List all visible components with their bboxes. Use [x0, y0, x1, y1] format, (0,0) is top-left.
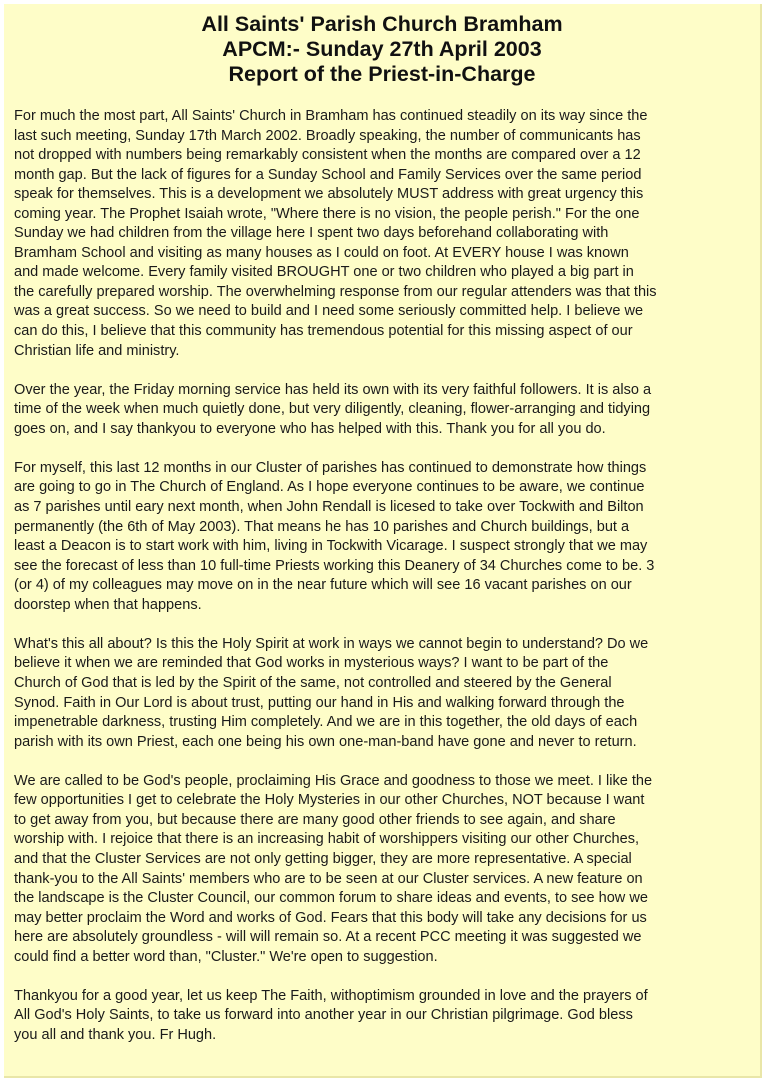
paragraph-line: goes on, and I say thankyou to everyone who has helped with this. Thank you for all you do. [14, 420, 606, 437]
paragraph-line: Bramham School and visiting as many houses as I could on foot. At EVERY house I was known [14, 244, 629, 261]
paragraph-line: Over the year, the Friday morning service has held its own with its very faithful followers. It is also a [14, 381, 652, 398]
paragraph-line: parish with its own Priest, each one being his own one-man-band have gone and never to return. [14, 733, 637, 750]
paragraph-line: Thankyou for a good year, let us keep The Faith, withoptimism grounded in love and the prayers of [14, 987, 648, 1004]
paragraph-line: could find a better word than, "Cluster." We're open to suggestion. [14, 948, 438, 965]
document-page [4, 4, 762, 1078]
paragraph-line: you all and thank you. Fr Hugh. [14, 1026, 217, 1043]
paragraph-line: impenetrable darkness, trusting Him completely. And we are in this together, the old days of each [14, 714, 638, 731]
paragraph-line: We are called to be God's people, proclaiming His Grace and goodness to those we meet. I like the [14, 772, 653, 789]
paragraph-line: permanently (the 6th of May 2003). That means he has 10 parishes and Church buildings, but a [14, 518, 630, 535]
document-title [4, 12, 760, 87]
paragraph-line: Synod. Faith in Our Lord is about trust, putting our hand in His and walking forward through the [14, 694, 625, 711]
paragraph-line: month gap. But the lack of figures for a Sunday School and Family Services over the same period [14, 166, 642, 183]
paragraph-line: least a Deacon is to start work with him, living in Tockwith Vicarage. I suspect strongly that we may [14, 538, 648, 555]
paragraph-line: What's this all about? Is this the Holy Spirit at work in ways we cannot begin to understand? Do we [14, 635, 649, 652]
paragraph-line: All God's Holy Saints, to take us forward into another year in our Christian pilgrimage. God bless [14, 1007, 633, 1024]
paragraph-line: here are absolutely groundless - will will remain so. At a recent PCC meeting it was suggested we [14, 929, 642, 946]
paragraph-line: coming year. The Prophet Isaiah wrote, "Where there is no vision, the people perish." For the one [14, 205, 640, 222]
paragraph-line: last such meeting, Sunday 17th March 2002. Broadly speaking, the number of communicants has [14, 127, 641, 144]
paragraph-line: and made welcome. Every family visited BROUGHT one or two children who played a big part in [14, 264, 634, 281]
paragraph-line: the carefully prepared worship. The overwhelming response from our regular attenders was that this [14, 283, 657, 300]
paragraph-3 [14, 459, 759, 615]
paragraph-line: believe it when we are reminded that God works in mysterious ways? I want to be part of the [14, 655, 609, 672]
paragraph-4 [14, 635, 759, 752]
paragraph-line: can do this, I believe that this community has tremendous potential for this missing aspect of our [14, 323, 633, 340]
paragraph-line: to get away from you, but because there are many good other friends to see again, and share [14, 811, 616, 828]
report-body [14, 107, 759, 1065]
paragraph-line: Church of God that is led by the Spirit of the same, not controlled and steered by the General [14, 675, 612, 691]
paragraph-line: For much the most part, All Saints' Church in Bramham has continued steadily on its way since the [14, 108, 648, 124]
paragraph-line: few opportunities I get to celebrate the Holy Mysteries in our other Churches, NOT because I want [14, 792, 645, 809]
paragraph-line: the landscape is the Cluster Council, our common forum to share ideas and events, to see how we [14, 890, 648, 907]
paragraph-line: and that the Cluster Services are not only getting bigger, they are more representative. A special [14, 850, 632, 867]
title-line-2: APCM:- Sunday 27th April 2003 [222, 37, 542, 61]
paragraph-6 [14, 987, 759, 1046]
paragraph-line: time of the week when much quietly done, but very diligently, cleaning, flower-arranging and tidying [14, 401, 651, 418]
paragraph-line: worship with. I rejoice that there is an increasing habit of worshippers visiting our other Churches, [14, 831, 640, 848]
paragraph-line: For myself, this last 12 months in our Cluster of parishes has continued to demonstrate how things [14, 459, 647, 476]
paragraph-1 [14, 107, 759, 361]
paragraph-5 [14, 772, 759, 967]
title-line-3: Report of the Priest-in-Charge [228, 62, 536, 86]
paragraph-2 [14, 381, 759, 440]
paragraph-line: doorstep when that happens. [14, 596, 202, 613]
paragraph-line: not dropped with numbers being remarkably consistent when the months are compared over a 12 [14, 147, 641, 164]
paragraph-line: as 7 parishes until eary next month, when John Rendall is licesed to take over Tockwith and Bilton [14, 499, 644, 516]
paragraph-line: may better proclaim the Word and works of God. Fears that this body will take any decisions for us [14, 909, 647, 926]
paragraph-line: thank-you to the All Saints' members who are to be seen at our Cluster services. A new feature on [14, 870, 643, 887]
paragraph-line: (or 4) of my colleagues may move on in the near future which will see 16 vacant parishes on our [14, 577, 632, 594]
title-line-1: All Saints' Parish Church Bramham [201, 12, 563, 36]
paragraph-line: was a great success. So we need to build and I need some seriously committed help. I believe we [14, 303, 644, 320]
paragraph-line: Sunday we had children from the village here I spent two days beforehand collaborating with [14, 225, 609, 242]
paragraph-line: Christian life and ministry. [14, 342, 180, 359]
paragraph-line: speak for themselves. This is a development we absolutely MUST address with great urgency this [14, 186, 644, 203]
paragraph-line: are going to go in The Church of England. As I hope everyone continues to be aware, we continue [14, 479, 645, 496]
paragraph-line: see the forecast of less than 10 full-time Priests working this Deanery of 34 Churches come to be. 3 [14, 557, 655, 574]
